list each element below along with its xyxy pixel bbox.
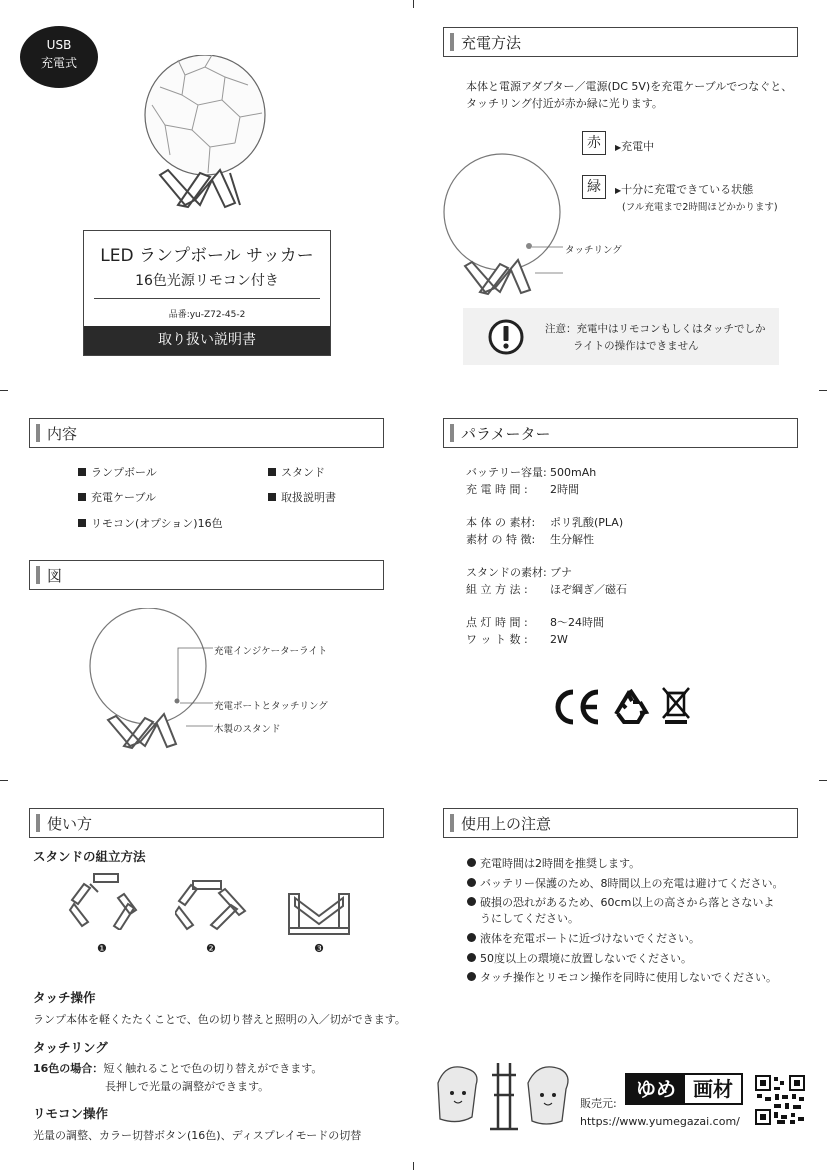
caution-item-continued [480, 910, 579, 926]
brand-part2: 画材 [693, 1077, 733, 1101]
cover-divider [94, 298, 320, 299]
remote-desc: 光量の調整、カラー切替ボタン(16色)、ディスプレイモードの切替 [33, 1129, 362, 1142]
crop-mark [413, 1162, 414, 1170]
header-bar [450, 33, 454, 51]
contents-item [268, 464, 325, 480]
lamp-ball [90, 608, 206, 724]
lamp-ball [444, 154, 560, 270]
figure-label-port: 充電ポートとタッチリング [214, 701, 328, 712]
caution-item-text: 充電時間は2時間を推奨します。 [480, 857, 641, 870]
param-label: 点 灯 時 間 : [466, 616, 528, 629]
qr-code-icon[interactable] [755, 1075, 805, 1125]
ring-line-text: 短く触れることで色の切り替えができます。 [103, 1062, 323, 1075]
param-value: 2W [550, 633, 568, 646]
red-desc: 充電中 [621, 140, 655, 153]
header-bar [36, 566, 40, 584]
manual-label: 取り扱い説明書 [158, 332, 256, 348]
param-row [466, 564, 572, 580]
touch-op-desc: ランプ本体を軽くたたくことで、色の切り替えと照明の入／切ができます。 [33, 1013, 406, 1026]
triangle-icon: ▶ [615, 143, 622, 152]
section-header-usage [29, 808, 384, 838]
lamp-diagram [88, 608, 218, 753]
param-label: 充 電 時 間 : [466, 483, 528, 496]
crop-mark [819, 390, 827, 391]
touch-op-title: タッチ操作 [33, 990, 96, 1005]
param-value: ほぞ綱ぎ／磁石 [550, 583, 627, 596]
ce-mark-icon [551, 688, 603, 726]
crop-mark [0, 780, 8, 781]
param-label: 本 体 の 素材: [466, 516, 536, 529]
step-number: ❶ [97, 942, 107, 955]
param-label: 組 立 方 法 : [466, 583, 528, 596]
section-header-params [443, 418, 798, 448]
charging-description-2: タッチリング付近が赤か緑に光ります。 [466, 97, 663, 110]
figure-label-stand: 木製のスタンド [214, 724, 281, 735]
contents-item-label: ランプボール [91, 466, 157, 479]
header-title: パラメーター [461, 425, 551, 443]
crop-mark [413, 0, 414, 8]
square-bullet-icon [78, 519, 86, 527]
bullet-icon [467, 878, 476, 887]
assembly-step-1 [68, 870, 138, 930]
param-value: ポリ乳酸(PLA) [550, 516, 624, 529]
caution-item [467, 855, 640, 871]
header-title: 使用上の注意 [461, 815, 552, 833]
touch-ring-label: タッチリング [565, 245, 622, 256]
caution-item [467, 875, 784, 891]
touch-ring-title: タッチリング [33, 1040, 108, 1055]
crop-mark [819, 780, 827, 781]
touch-ring-dot [526, 243, 532, 249]
param-value: ブナ [550, 566, 572, 579]
product-subtitle: 16色光源リモコン付き [135, 273, 279, 289]
param-row [466, 514, 623, 530]
param-row [466, 631, 568, 647]
green-note: (フル充電まで2時間ほどかかります) [622, 202, 778, 213]
red-description [615, 138, 654, 154]
param-label: 素材 の 特 徴: [466, 533, 536, 546]
badge-line1: USB [46, 38, 72, 52]
caution-text-2: ライトの操作はできません [573, 340, 699, 352]
model-number: 品番:yu-Z72-45-2 [168, 310, 246, 320]
green-indicator-box [582, 175, 606, 199]
cover-box [83, 230, 331, 356]
caution-item-text: 破損の恐れがあるため、60cm以上の高さから落とさないよ [480, 896, 775, 909]
lamp-ball [145, 55, 265, 175]
assembly-title: スタンドの組立方法 [33, 849, 146, 864]
contents-item-label: 取扱説明書 [281, 491, 336, 504]
caution-item-text: 50度以上の環境に放置しないでください。 [480, 952, 692, 965]
step-number: ❷ [206, 942, 216, 955]
bullet-icon [467, 897, 476, 906]
recycle-icon [610, 686, 650, 726]
step-number: ❸ [314, 942, 324, 955]
header-bar [450, 424, 454, 442]
triangle-icon: ▶ [615, 186, 622, 195]
bullet-icon [467, 933, 476, 942]
green-desc: 十分に充電できている状態 [621, 183, 754, 196]
caution-box [463, 308, 779, 365]
param-label: スタンドの素材: [466, 566, 547, 579]
mascot-illustration [428, 1055, 578, 1135]
param-row [466, 464, 596, 480]
section-header-cautions [443, 808, 798, 838]
square-bullet-icon [268, 468, 276, 476]
param-value: 2時間 [550, 483, 579, 496]
square-bullet-icon [268, 493, 276, 501]
param-value: 8〜24時間 [550, 616, 604, 629]
product-title: LED ランプボール サッカー [100, 246, 314, 266]
contents-item-label: 充電ケーブル [91, 491, 157, 504]
remote-title: リモコン操作 [33, 1106, 109, 1121]
param-row [466, 614, 604, 630]
section-header-contents [29, 418, 384, 448]
param-row [466, 581, 627, 597]
contents-item-label: リモコン(オプション)16色 [91, 517, 223, 530]
indicator-dot [175, 699, 180, 704]
section-header-figure [29, 560, 384, 590]
red-char: 赤 [587, 135, 601, 151]
bullet-icon [467, 858, 476, 867]
seller-url[interactable]: https://www.yumegazai.com/ [580, 1115, 740, 1128]
contents-item [78, 515, 223, 531]
caution-item [467, 894, 774, 910]
charging-lamp-illustration [440, 150, 575, 300]
section-header-charging [443, 27, 798, 57]
touch-ring-line2: 長押しで光量の調整ができます。 [105, 1080, 270, 1093]
seller-label: 販売元: [580, 1097, 617, 1110]
header-bar [36, 424, 40, 442]
square-bullet-icon [78, 468, 86, 476]
header-title: 内容 [47, 425, 78, 443]
assembly-step-3 [285, 890, 353, 935]
green-char: 緑 [587, 179, 601, 195]
exclamation-icon [487, 318, 525, 356]
contents-item [268, 489, 336, 505]
caution-item [467, 950, 692, 966]
caution-item [467, 969, 777, 985]
param-label: ワ ッ ト 数 : [466, 633, 528, 646]
square-bullet-icon [78, 493, 86, 501]
crop-mark [0, 390, 8, 391]
brand-part1: ゆめ [627, 1075, 685, 1103]
charging-description-1: 本体と電源アダプター／電源(DC 5V)を充電ケーブルでつなぐと、 [466, 80, 793, 93]
soccer-lamp-illustration [140, 55, 275, 220]
header-bar [36, 814, 40, 832]
param-value: 500mAh [550, 466, 597, 479]
usb-badge [20, 26, 98, 88]
bullet-icon [467, 972, 476, 981]
red-indicator-box [582, 131, 606, 155]
figure-label-indicator: 充電インジケーターライト [214, 646, 328, 657]
contents-item [78, 464, 157, 480]
header-title: 充電方法 [461, 34, 522, 52]
badge-line2: 充電式 [40, 56, 77, 70]
ring-line-label: 16色の場合： [33, 1062, 104, 1075]
header-title: 使い方 [47, 815, 93, 833]
caution-item-text: うにしてください。 [480, 912, 579, 925]
green-description [615, 181, 753, 197]
param-label: バッテリー容量: [466, 466, 547, 479]
caution-item [467, 930, 700, 946]
caution-item-text: バッテリー保護のため、8時間以上の充電は避けてください。 [480, 877, 784, 890]
param-value: 生分解性 [550, 533, 594, 546]
touch-ring-line1 [33, 1060, 322, 1076]
header-bar [450, 814, 454, 832]
caution-item-text: タッチ操作とリモコン操作を同時に使用しないでください。 [480, 971, 777, 984]
contents-item-label: スタンド [281, 466, 325, 479]
param-row [466, 481, 579, 497]
contents-item [78, 489, 156, 505]
caution-item-text: 液体を充電ポートに近づけないでください。 [480, 932, 700, 945]
caution-text-1: 注意：充電中はリモコンもしくはタッチでしか [545, 323, 766, 335]
header-title: 図 [47, 567, 63, 585]
manual-label-bar [84, 326, 330, 355]
assembly-step-2 [175, 877, 250, 932]
brand-logo [625, 1073, 743, 1105]
bullet-icon [467, 953, 476, 962]
stand-shape [160, 170, 240, 207]
weee-bin-icon [661, 686, 691, 726]
param-row [466, 531, 594, 547]
